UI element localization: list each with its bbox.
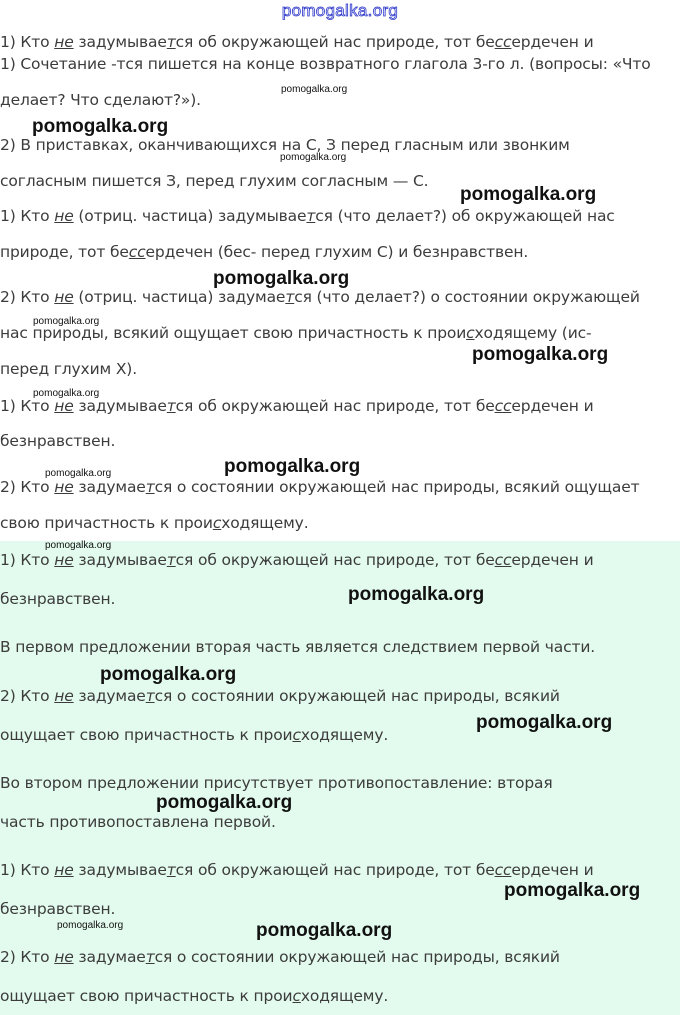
- text-line: 1) Сочетание -тся пишется на конце возвратного глагола 3-го л. (вопросы: «Что: [0, 55, 651, 73]
- highlighted-letters: не: [54, 207, 74, 225]
- watermark-small: pomogalka.org: [33, 316, 100, 327]
- highlighted-letters: не: [54, 478, 74, 496]
- highlighted-letters: т: [145, 948, 155, 966]
- header-watermark: pomogalka.org: [281, 1, 399, 20]
- highlighted-letters: сс: [494, 861, 512, 879]
- text-line: 1) Кто не задумывается об окружающей нас природе, тот бессердечен и: [0, 551, 594, 569]
- highlighted-letters: т: [166, 551, 176, 569]
- text-line: 1) Кто не задумывается об окружающей нас природе, тот бессердечен и: [0, 397, 594, 415]
- highlighted-letters: т: [166, 861, 176, 879]
- watermark-large: pomogalka.org: [460, 184, 597, 205]
- highlighted-letters: с: [212, 514, 222, 532]
- watermark-small: pomogalka.org: [45, 540, 112, 551]
- text-line: В первом предложении вторая часть является следствием первой части.: [0, 638, 596, 656]
- highlighted-letters: сс: [128, 243, 146, 261]
- watermark-small: pomogalka.org: [280, 152, 347, 163]
- text-line: согласным пишется З, перед глухим согласным — С.: [0, 172, 429, 190]
- text-line: 2) Кто не задумается о состоянии окружающей нас природы, всякий: [0, 687, 560, 705]
- text-line: природе, тот бессердечен (бес- перед глухим С) и безнравствен.: [0, 243, 529, 261]
- text-line: 1) Кто не задумывается об окружающей нас природе, тот бессердечен и: [0, 861, 594, 879]
- text-line: безнравствен.: [0, 432, 116, 450]
- highlighted-letters: т: [145, 687, 155, 705]
- watermark-large: pomogalka.org: [348, 584, 485, 605]
- text-line: Во втором предложении присутствует противопоставление: вторая: [0, 774, 553, 792]
- highlighted-letters: т: [166, 33, 176, 51]
- watermark-small: pomogalka.org: [33, 388, 100, 399]
- text-line: перед глухим Х).: [0, 360, 137, 378]
- watermark-small: pomogalka.org: [45, 468, 112, 479]
- text-line: свою причастность к происходящему.: [0, 514, 309, 532]
- text-line: делает? Что сделают?»).: [0, 91, 201, 109]
- watermark-large: pomogalka.org: [256, 920, 393, 941]
- text-line: 2) Кто не задумается о состоянии окружающей нас природы, всякий: [0, 948, 560, 966]
- text-line: ощущает свою причастность к происходящему.: [0, 987, 389, 1005]
- watermark-large: pomogalka.org: [224, 456, 361, 477]
- highlighted-letters: т: [145, 478, 155, 496]
- text-line: часть противопоставлена первой.: [0, 813, 276, 831]
- highlighted-letters: т: [306, 207, 316, 225]
- highlighted-letters: сс: [494, 33, 512, 51]
- highlighted-letters: не: [54, 288, 74, 306]
- watermark-large: pomogalka.org: [476, 712, 613, 733]
- highlighted-letters: т: [285, 288, 295, 306]
- highlighted-letters: не: [54, 33, 74, 51]
- text-line: 1) Кто не (отриц. частица) задумывается (что делает?) об окружающей нас: [0, 207, 615, 225]
- text-line: ощущает свою причастность к происходящему.: [0, 726, 389, 744]
- text-line: 2) Кто не (отриц. частица) задумается (что делает?) о состоянии окружающей: [0, 288, 640, 306]
- text-line: 2) В приставках, оканчивающихся на С, З перед гласным или звонким: [0, 136, 570, 154]
- highlighted-letters: сс: [494, 397, 512, 415]
- highlighted-letters: с: [292, 726, 301, 744]
- text-line: безнравствен.: [0, 590, 116, 608]
- highlighted-letters: с: [292, 987, 301, 1005]
- highlighted-letters: не: [54, 948, 74, 966]
- watermark-small: pomogalka.org: [57, 920, 124, 931]
- watermark-large: pomogalka.org: [156, 792, 293, 813]
- highlighted-letters: сс: [494, 551, 512, 569]
- highlighted-letters: не: [54, 551, 74, 569]
- highlighted-letters: не: [54, 397, 74, 415]
- text-line: 1) Кто не задумывается об окружающей нас природе, тот бессердечен и: [0, 33, 594, 51]
- text-line: нас природы, всякий ощущает свою причастность к происходящему (ис-: [0, 324, 592, 342]
- watermark-large: pomogalka.org: [100, 664, 237, 685]
- highlighted-letters: не: [54, 687, 74, 705]
- highlighted-letters: т: [166, 397, 176, 415]
- watermark-large: pomogalka.org: [213, 268, 350, 289]
- watermark-large: pomogalka.org: [472, 344, 609, 365]
- watermark-large: pomogalka.org: [32, 116, 169, 137]
- watermark-small: pomogalka.org: [281, 84, 348, 95]
- highlighted-letters: с: [466, 324, 475, 342]
- watermark-large: pomogalka.org: [504, 880, 641, 901]
- text-line: безнравствен.: [0, 900, 116, 918]
- text-line: 2) Кто не задумается о состоянии окружающей нас природы, всякий ощущает: [0, 478, 640, 496]
- highlighted-letters: не: [54, 861, 74, 879]
